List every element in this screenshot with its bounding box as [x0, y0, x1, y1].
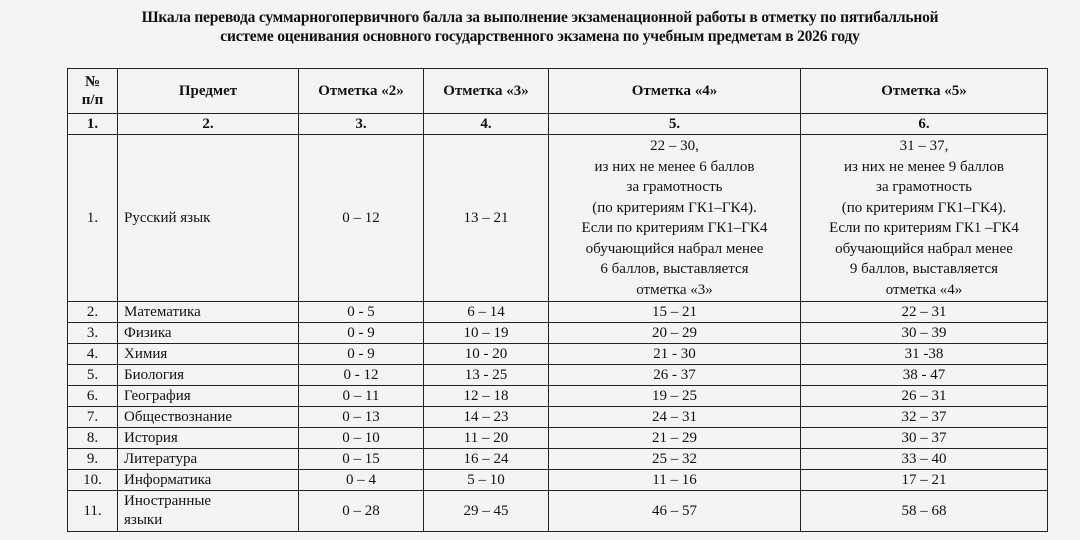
column-number: 2. [118, 114, 299, 135]
column-number: 6. [801, 114, 1048, 135]
table-row [68, 407, 1048, 428]
grading-scale-table [67, 68, 1048, 532]
row-number: 3. [68, 323, 118, 344]
row-number: 8. [68, 428, 118, 449]
grade-2-range: 0 – 13 [299, 407, 424, 428]
grade-3-range: 13 – 21 [424, 135, 549, 302]
header-num: № п/п [68, 69, 118, 114]
grade-2-range: 0 – 4 [299, 470, 424, 491]
subject-name: История [118, 428, 299, 449]
column-number: 4. [424, 114, 549, 135]
grade-2-range: 0 - 12 [299, 365, 424, 386]
grade-5-range: 17 – 21 [801, 470, 1048, 491]
subject-name: Математика [118, 302, 299, 323]
subject-name: Физика [118, 323, 299, 344]
grade-3-range: 16 – 24 [424, 449, 549, 470]
row-number: 1. [68, 135, 118, 302]
grade-3-range: 12 – 18 [424, 386, 549, 407]
grade-2-range: 0 - 9 [299, 344, 424, 365]
grade-5-range: 30 – 37 [801, 428, 1048, 449]
grade-4-range: 21 – 29 [549, 428, 801, 449]
subject-name: Литература [118, 449, 299, 470]
grade-4-range: 26 - 37 [549, 365, 801, 386]
grade-4-range: 22 – 30, из них не менее 6 баллов за грамотность (по критериям ГК1–ГК4). Если по критериям ГК1–ГК4 обучающийся набрал менее 6 баллов, выставляется отметка «3» [549, 135, 801, 302]
title-line-1: Шкала перевода суммарногопервичного балла за выполнение экзаменационной работы в отметку по пятибалльной [141, 9, 939, 26]
grade-5-range: 30 – 39 [801, 323, 1048, 344]
document-title [0, 8, 1080, 46]
table-row [68, 323, 1048, 344]
grade-3-range: 6 – 14 [424, 302, 549, 323]
table-row-russian [68, 135, 1048, 302]
grade-5-range: 32 – 37 [801, 407, 1048, 428]
subject-name: Обществознание [118, 407, 299, 428]
subject-name: География [118, 386, 299, 407]
subject-name: Иностранные языки [118, 491, 299, 532]
row-number: 6. [68, 386, 118, 407]
grade-2-range: 0 – 11 [299, 386, 424, 407]
row-number: 4. [68, 344, 118, 365]
header-subject: Предмет [118, 69, 299, 114]
table-row [68, 449, 1048, 470]
table-row-foreign-languages [68, 491, 1048, 532]
subject-name: Информатика [118, 470, 299, 491]
row-number: 5. [68, 365, 118, 386]
grade-4-range: 21 - 30 [549, 344, 801, 365]
header-grade-3: Отметка «3» [424, 69, 549, 114]
column-number: 3. [299, 114, 424, 135]
row-number: 7. [68, 407, 118, 428]
table-row [68, 428, 1048, 449]
grade-3-range: 14 – 23 [424, 407, 549, 428]
grade-3-range: 10 - 20 [424, 344, 549, 365]
header-grade-2: Отметка «2» [299, 69, 424, 114]
row-number: 11. [68, 491, 118, 532]
grade-2-range: 0 – 15 [299, 449, 424, 470]
grade-2-range: 0 – 10 [299, 428, 424, 449]
grade-5-range: 22 – 31 [801, 302, 1048, 323]
grade-5-range: 26 – 31 [801, 386, 1048, 407]
grade-5-range: 38 - 47 [801, 365, 1048, 386]
grade-4-range: 25 – 32 [549, 449, 801, 470]
column-number: 5. [549, 114, 801, 135]
row-number: 9. [68, 449, 118, 470]
header-row [68, 69, 1048, 114]
header-grade-5: Отметка «5» [801, 69, 1048, 114]
grade-2-range: 0 – 12 [299, 135, 424, 302]
subject-name: Химия [118, 344, 299, 365]
grade-2-range: 0 – 28 [299, 491, 424, 532]
grade-4-range: 19 – 25 [549, 386, 801, 407]
table-row [68, 365, 1048, 386]
grade-3-range: 10 – 19 [424, 323, 549, 344]
grade-2-range: 0 - 9 [299, 323, 424, 344]
grade-2-range: 0 - 5 [299, 302, 424, 323]
subject-name: Русский язык [118, 135, 299, 302]
column-number: 1. [68, 114, 118, 135]
grade-4-range: 24 – 31 [549, 407, 801, 428]
grade-5-range: 33 – 40 [801, 449, 1048, 470]
subject-name: Биология [118, 365, 299, 386]
table-row [68, 470, 1048, 491]
grade-3-range: 13 - 25 [424, 365, 549, 386]
grade-3-range: 5 – 10 [424, 470, 549, 491]
grade-3-range: 29 – 45 [424, 491, 549, 532]
grade-5-range: 31 -38 [801, 344, 1048, 365]
grade-4-range: 20 – 29 [549, 323, 801, 344]
column-number-row [68, 114, 1048, 135]
table-row [68, 302, 1048, 323]
grade-5-range: 31 – 37, из них не менее 9 баллов за грамотность (по критериям ГК1–ГК4). Если по критериям ГК1 –ГК4 обучающийся набрал менее 9 баллов, выставляется отметка «4» [801, 135, 1048, 302]
grade-4-range: 11 – 16 [549, 470, 801, 491]
grade-4-range: 15 – 21 [549, 302, 801, 323]
grade-5-range: 58 – 68 [801, 491, 1048, 532]
row-number: 10. [68, 470, 118, 491]
row-number: 2. [68, 302, 118, 323]
grade-4-range: 46 – 57 [549, 491, 801, 532]
grade-3-range: 11 – 20 [424, 428, 549, 449]
table-row [68, 344, 1048, 365]
title-line-2: системе оценивания основного государственного экзамена по учебным предметам в 2026 году [220, 28, 860, 45]
table-row [68, 386, 1048, 407]
header-grade-4: Отметка «4» [549, 69, 801, 114]
